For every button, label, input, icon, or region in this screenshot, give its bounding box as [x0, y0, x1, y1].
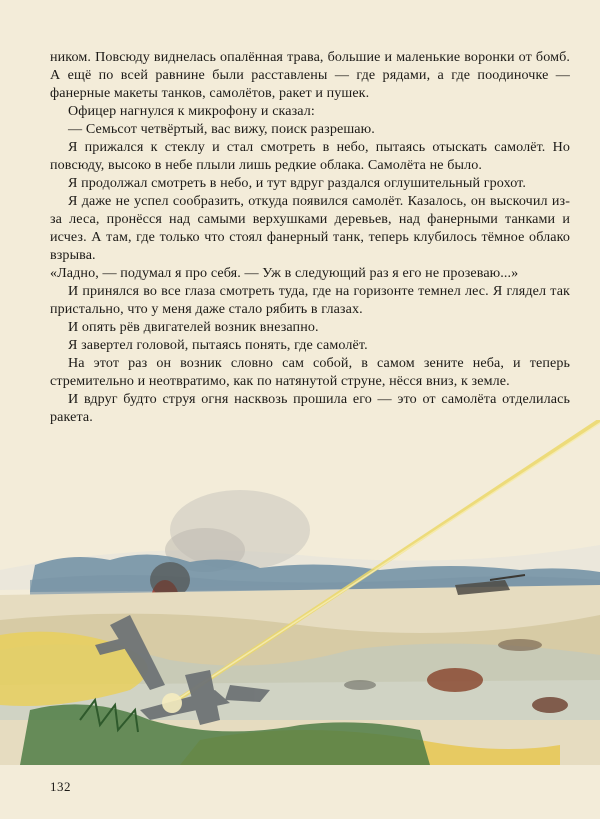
paragraph-7: «Ладно, — подумал я про себя. — Уж в следующий раз я его не прозеваю...» [50, 265, 519, 281]
paragraph-4: Я прижался к стеклу и стал смотреть в небо, пытаясь отыскать самолёт. Но повсюду, высоко в небе плыли лишь редкие облака. Самолёта не было. [50, 139, 570, 173]
body-text [50, 48, 570, 426]
paragraph-9: И опять рёв двигателей возник внезапно. [68, 319, 319, 335]
paragraph-3: — Семьсот четвёртый, вас вижу, поиск разрешаю. [68, 121, 375, 137]
rock [427, 668, 483, 692]
paragraph-10: Я завертел головой, пытаясь понять, где самолёт. [68, 337, 368, 353]
impact-flash [162, 693, 182, 713]
paragraph-8: И принялся во все глаза смотреть туда, где на горизонте темнел лес. Я глядел так пристально, что у меня даже стало рябить в глазах. [50, 283, 570, 317]
paragraph-1: ником. Повсюду виднелась опалённая трава, большие и маленькие воронки от бомб. А ещё по всей равнине были расставлены — где рядами, а где поодиночке — фанерные макеты танков, самолётов, ракет и пушек. [50, 49, 570, 101]
paragraph-5: Я продолжал смотреть в небо, и тут вдруг раздался оглушительный грохот. [68, 175, 526, 191]
paragraph-6: Я даже не успел сообразить, откуда появился самолёт. Казалось, он выскочил из-за леса, пронёсся над самыми верхушками деревьев, над фанерными танками и исчез. А там, где только что стоял фанерный танк, теперь клубилось тёмное облако взрыва. [50, 193, 570, 263]
watercolor-illustration [0, 420, 600, 765]
paragraph-2: Офицер нагнулся к микрофону и сказал: [68, 103, 315, 119]
paragraph-12: И вдруг будто струя огня насквозь прошила его — это от самолёта отделилась ракета. [50, 391, 570, 425]
paragraph-11: На этот раз он возник словно сам собой, в самом зените неба, и теперь стремительно и неотвратимо, как по натянутой струне, нёсся вниз, к земле. [50, 355, 570, 389]
page-number: 132 [50, 779, 71, 794]
